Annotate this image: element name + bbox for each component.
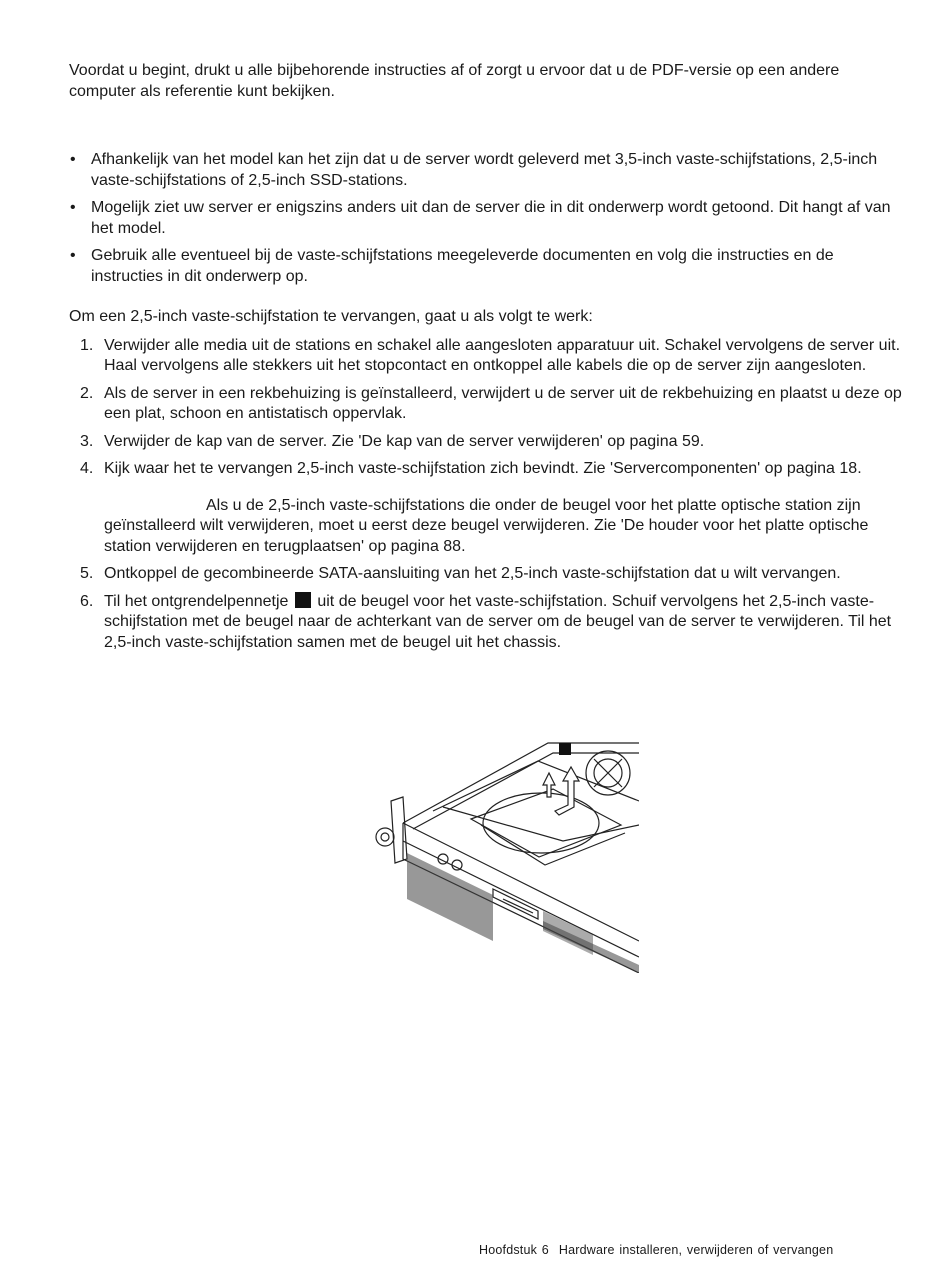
server-drive-drawing: [363, 741, 639, 973]
footer-title: Hardware installeren, verwijderen of vervangen: [558, 1243, 834, 1257]
step-item: 3. Verwijder de kap van de server. Zie 'De kap van de server verwijderen' op pagina 59.: [80, 432, 705, 450]
bullet-icon: •: [70, 199, 76, 216]
note-item: • Mogelijk ziet uw server er enigszins anders uit dan de server die in dit onderwerp wordt getoond. Dit hangt af van het model.: [70, 199, 891, 237]
note-item: • Gebruik alle eventueel bij de vaste-schijfstations meegeleverde documenten en volg die instructies en de instructies in dit onderwerp op.: [70, 247, 834, 285]
callout-square-icon: [559, 743, 571, 755]
note-item: • Afhankelijk van het model kan het zijn dat u de server wordt geleverd met 3,5-inch vaste-schijfstations, 2,5-inch vaste-schijfstations of 2,5-inch SSD-stations.: [70, 151, 878, 189]
bullet-icon: •: [70, 151, 76, 168]
step-item: 6. Til het ontgrendelpennetje uit de beugel voor het vaste-schijfstation. Schuif vervolgens het 2,5-inch vaste-schijfstation met de beugel naar de achterkant van de server om de beugel van de server te verwijderen. Til het 2,5-inch vaste-schijfstation samen met de beugel uit het chassis.: [80, 592, 892, 651]
step-item: 1. Verwijder alle media uit de stations en schakel alle aangesloten apparatuur uit. Schakel vervolgens de server uit. Haal vervolgens alle stekkers uit het stopcontact en ontkoppel alle kabels die op de server zijn aangesloten.: [80, 336, 901, 374]
document-body: [69, 61, 909, 660]
hdd-removal-illustration: [363, 741, 639, 973]
procedure-lead: Om een 2,5-inch vaste-schijfstation te vervangen, gaat u als volgt te werk:: [69, 308, 593, 325]
step-item: 5. Ontkoppel de gecombineerde SATA-aansluiting van het 2,5-inch vaste-schijfstation dat u wilt vervangen.: [80, 565, 841, 582]
page-footer: [479, 1240, 833, 1261]
footer-chapter: Hoofdstuk 6: [479, 1243, 549, 1257]
bullet-icon: •: [70, 247, 76, 264]
notes-list: [69, 150, 909, 287]
intro-paragraph: Voordat u begint, drukt u alle bijbehorende instructies af of zorgt u ervoor dat u de PDF-versie op een andere computer als referentie kunt bekijken.: [69, 62, 840, 100]
step-item: 2. Als de server in een rekbehuizing is geïnstalleerd, verwijdert u de server uit de rekbehuizing en plaatst u deze op een plat, schoon en antistatisch oppervlak.: [80, 384, 902, 422]
procedure-steps: [69, 336, 909, 654]
callout-marker-icon: [295, 592, 311, 608]
step-item: 4. Kijk waar het te vervangen 2,5-inch vaste-schijfstation zich bevindt. Zie 'Servercomponenten' op pagina 18.: [80, 460, 862, 477]
step-note: Als u de 2,5-inch vaste-schijfstations die onder de beugel voor het platte optische station zijn geïnstalleerd wilt verwijderen, moet u eerst deze beugel verwijderen. Zie 'De houder voor het platte optische station verwijderen en terugplaatsen' op pagina 88.: [104, 496, 869, 555]
